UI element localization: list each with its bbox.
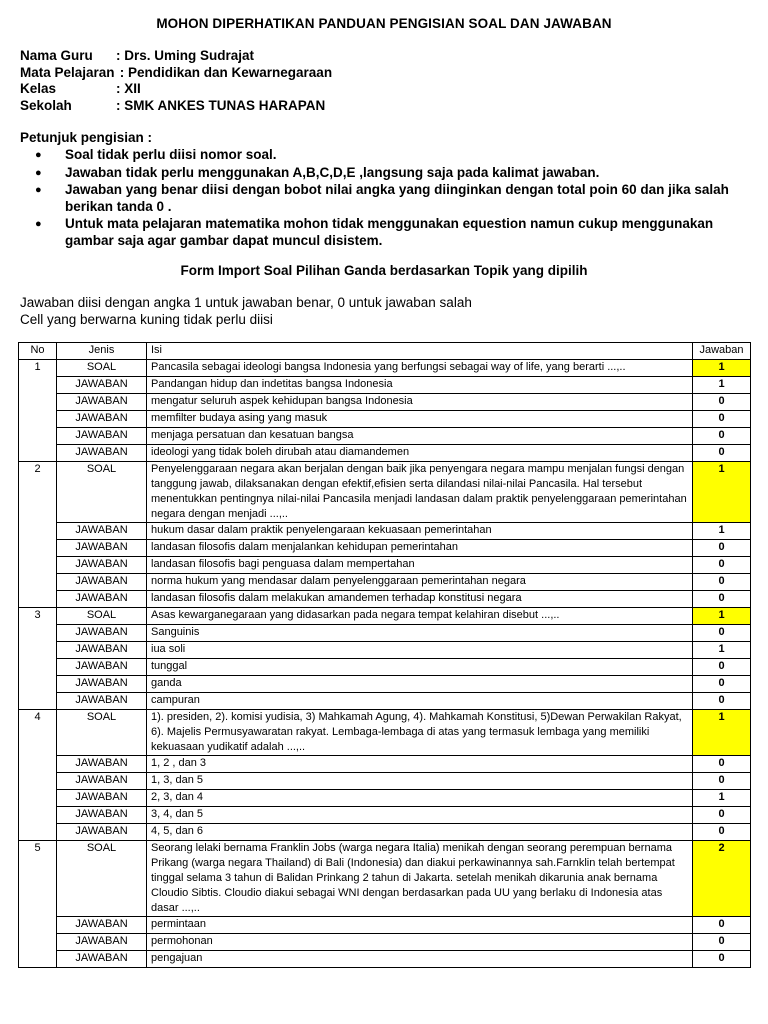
question-row bbox=[19, 710, 751, 756]
answer-score: 0 bbox=[693, 445, 751, 462]
answer-score: 2 bbox=[693, 841, 751, 917]
answer-score: 0 bbox=[693, 428, 751, 445]
answer-text: tunggal bbox=[147, 659, 693, 676]
question-text: 1). presiden, 2). komisi yudisia, 3) Mahkamah Agung, 4). Mahkamah Konstitusi, 5)Dewan Perwakilan Rakyat, 6). Majelis Permusyawaratan rakyat. Lembaga-lembaga di atas yang termasuk lembaga yang memiliki kekuasaan yudikatif adalah ...,.. bbox=[147, 710, 693, 756]
answer-score: 0 bbox=[693, 591, 751, 608]
bullet-icon: ● bbox=[35, 149, 42, 161]
question-text: Pancasila sebagai ideologi bangsa Indonesia yang berfungsi sebagai way of life, yang berarti ...,.. bbox=[147, 360, 693, 377]
answer-row bbox=[19, 807, 751, 824]
row-type: SOAL bbox=[57, 710, 147, 756]
row-type: JAWABAN bbox=[57, 676, 147, 693]
row-type: JAWABAN bbox=[57, 642, 147, 659]
answer-score: 0 bbox=[693, 917, 751, 934]
answer-score: 0 bbox=[693, 676, 751, 693]
answer-row bbox=[19, 523, 751, 540]
info-row-subject bbox=[20, 65, 332, 82]
instruction-text: Untuk mata pelajaran matematika mohon tidak menggunakan equestion namun cukup menggunakan gambar saja agar gambar dapat muncul disistem. bbox=[65, 216, 714, 248]
row-type: JAWABAN bbox=[57, 951, 147, 968]
row-type: JAWABAN bbox=[57, 591, 147, 608]
row-type: JAWABAN bbox=[57, 377, 147, 394]
answer-row bbox=[19, 693, 751, 710]
answer-row bbox=[19, 676, 751, 693]
header-no: No bbox=[19, 343, 57, 360]
bullet-icon: ● bbox=[35, 166, 42, 179]
question-table bbox=[18, 342, 751, 968]
answer-score: 1 bbox=[693, 377, 751, 394]
instruction-item bbox=[20, 182, 750, 215]
question-number: 3 bbox=[19, 608, 57, 710]
teacher-info bbox=[20, 48, 332, 114]
question-row bbox=[19, 841, 751, 917]
answer-text: 3, 4, dan 5 bbox=[147, 807, 693, 824]
answer-text: norma hukum yang mendasar dalam penyelenggaraan pemerintahan negara bbox=[147, 574, 693, 591]
info-row-class bbox=[20, 81, 332, 98]
info-label: Kelas bbox=[20, 81, 57, 96]
instruction-item bbox=[20, 216, 750, 249]
answer-row bbox=[19, 934, 751, 951]
answer-text: 1, 3, dan 5 bbox=[147, 773, 693, 790]
answer-row bbox=[19, 411, 751, 428]
bullet-icon: ● bbox=[35, 218, 42, 231]
instructions-title: Petunjuk pengisian : bbox=[20, 130, 153, 145]
row-type: JAWABAN bbox=[57, 428, 147, 445]
answer-row bbox=[19, 394, 751, 411]
row-type: JAWABAN bbox=[57, 659, 147, 676]
answer-text: landasan filosofis dalam menjalankan kehidupan pemerintahan bbox=[147, 540, 693, 557]
answer-score: 0 bbox=[693, 540, 751, 557]
notes bbox=[20, 294, 472, 328]
answer-text: pengajuan bbox=[147, 951, 693, 968]
note-line: Cell yang berwarna kuning tidak perlu diisi bbox=[20, 312, 273, 327]
answer-score: 0 bbox=[693, 557, 751, 574]
header-jawaban: Jawaban bbox=[693, 343, 751, 360]
question-text: Penyelenggaraan negara akan berjalan dengan baik jika penyengara negara mampu menjalan fungsi dengan tanggung jawab, dilaksanakan dengan efektif,efisien serta dilandasi nilai-nilai Pancasila. Hal tersebut menentukkan pentingnya nilai-nilai Pancasila menjadi landasan dalam praktik penyelenggaraan pemerintahan negara dengan menjadi ...,.. bbox=[147, 462, 693, 523]
answer-row bbox=[19, 445, 751, 462]
info-value: : Drs. Uming Sudrajat bbox=[116, 48, 255, 63]
answer-score: 1 bbox=[693, 790, 751, 807]
instructions-list bbox=[20, 147, 750, 251]
info-row-teacher bbox=[20, 48, 332, 65]
question-number: 1 bbox=[19, 360, 57, 462]
row-type: JAWABAN bbox=[57, 625, 147, 642]
answer-row bbox=[19, 625, 751, 642]
form-title: Form Import Soal Pilihan Ganda berdasarkan Topik yang dipilih bbox=[180, 263, 588, 278]
answer-text: iua soli bbox=[147, 642, 693, 659]
instruction-text: Soal tidak perlu diisi nomor soal. bbox=[65, 147, 277, 162]
answer-row bbox=[19, 377, 751, 394]
answer-score: 1 bbox=[693, 523, 751, 540]
row-type: JAWABAN bbox=[57, 394, 147, 411]
answer-text: Sanguinis bbox=[147, 625, 693, 642]
header-isi: Isi bbox=[147, 343, 693, 360]
answer-score: 0 bbox=[693, 773, 751, 790]
answer-score: 1 bbox=[693, 642, 751, 659]
answer-score: 0 bbox=[693, 411, 751, 428]
instruction-item bbox=[20, 165, 750, 182]
answer-score: 1 bbox=[693, 608, 751, 625]
answer-row bbox=[19, 591, 751, 608]
answer-score: 0 bbox=[693, 934, 751, 951]
question-row bbox=[19, 360, 751, 377]
row-type: SOAL bbox=[57, 360, 147, 377]
table-header-row bbox=[19, 343, 751, 360]
row-type: JAWABAN bbox=[57, 574, 147, 591]
answer-row bbox=[19, 824, 751, 841]
question-row bbox=[19, 608, 751, 625]
question-text: Asas kewarganegaraan yang didasarkan pada negara tempat kelahiran disebut ...,.. bbox=[147, 608, 693, 625]
info-label: Mata Pelajaran bbox=[20, 64, 115, 80]
instruction-text: Jawaban tidak perlu menggunakan A,B,C,D,E ,langsung saja pada kalimat jawaban. bbox=[65, 164, 600, 180]
answer-text: hukum dasar dalam praktik penyelengaraan kekuasaan pemerintahan bbox=[147, 523, 693, 540]
answer-text: mengatur seluruh aspek kehidupan bangsa Indonesia bbox=[147, 394, 693, 411]
answer-row bbox=[19, 642, 751, 659]
info-value: : XII bbox=[116, 81, 141, 96]
row-type: SOAL bbox=[57, 841, 147, 917]
row-type: SOAL bbox=[57, 462, 147, 523]
info-value: : Pendidikan dan Kewarnegaraan bbox=[116, 64, 333, 80]
header-jenis: Jenis bbox=[57, 343, 147, 360]
answer-text: 2, 3, dan 4 bbox=[147, 790, 693, 807]
answer-score: 1 bbox=[693, 360, 751, 377]
question-row bbox=[19, 462, 751, 523]
info-label: Nama Guru bbox=[20, 48, 93, 63]
answer-score: 0 bbox=[693, 693, 751, 710]
answer-text: permintaan bbox=[147, 917, 693, 934]
row-type: JAWABAN bbox=[57, 557, 147, 574]
instruction-item bbox=[20, 147, 750, 164]
row-type: JAWABAN bbox=[57, 693, 147, 710]
row-type: JAWABAN bbox=[57, 523, 147, 540]
answer-text: campuran bbox=[147, 693, 693, 710]
answer-row bbox=[19, 917, 751, 934]
answer-row bbox=[19, 790, 751, 807]
row-type: JAWABAN bbox=[57, 540, 147, 557]
question-number: 2 bbox=[19, 462, 57, 608]
info-value: : SMK ANKES TUNAS HARAPAN bbox=[116, 97, 326, 113]
answer-text: 1, 2 , dan 3 bbox=[147, 756, 693, 773]
answer-score: 0 bbox=[693, 574, 751, 591]
answer-score: 0 bbox=[693, 394, 751, 411]
answer-text: menjaga persatuan dan kesatuan bangsa bbox=[147, 428, 693, 445]
answer-text: landasan filosofis bagi penguasa dalam mempertahan bbox=[147, 557, 693, 574]
answer-score: 1 bbox=[693, 710, 751, 756]
table-body bbox=[19, 360, 751, 968]
row-type: JAWABAN bbox=[57, 773, 147, 790]
row-type: JAWABAN bbox=[57, 445, 147, 462]
answer-score: 1 bbox=[693, 462, 751, 523]
row-type: JAWABAN bbox=[57, 807, 147, 824]
note-line: Jawaban diisi dengan angka 1 untuk jawaban benar, 0 untuk jawaban salah bbox=[20, 295, 472, 310]
answer-score: 0 bbox=[693, 756, 751, 773]
question-number: 5 bbox=[19, 841, 57, 968]
question-number: 4 bbox=[19, 710, 57, 841]
answer-row bbox=[19, 659, 751, 676]
answer-text: permohonan bbox=[147, 934, 693, 951]
answer-row bbox=[19, 428, 751, 445]
answer-text: ideologi yang tidak boleh dirubah atau diamandemen bbox=[147, 445, 693, 462]
instruction-text: Jawaban yang benar diisi dengan bobot nilai angka yang diinginkan dengan total poin 60 dan jika salah berikan tanda 0 . bbox=[65, 182, 729, 214]
row-type: JAWABAN bbox=[57, 756, 147, 773]
question-text: Seorang lelaki bernama Franklin Jobs (warga negara Italia) menikah dengan seorang perempuan bernama Prikang (warga negara Thailand) di Bali (Indonesia) dan diakui perkawinannya sah.Farnklin telah bertempat tinggal selama 3 tahun di Balidan Prinkang 2 tahun di Jakarta. setelah menikah dikarunia anak bernama Cloudio Sibtis. Cloudio diakui sebagai WNI dengan berdasarkan pada UU yang berlaku di Indonesia atas dasar ...,.. bbox=[147, 841, 693, 917]
answer-text: memfilter budaya asing yang masuk bbox=[147, 411, 693, 428]
row-type: JAWABAN bbox=[57, 790, 147, 807]
answer-row bbox=[19, 557, 751, 574]
answer-row bbox=[19, 951, 751, 968]
row-type: JAWABAN bbox=[57, 411, 147, 428]
answer-score: 0 bbox=[693, 807, 751, 824]
answer-score: 0 bbox=[693, 625, 751, 642]
bullet-icon: ● bbox=[35, 184, 42, 197]
info-row-school bbox=[20, 98, 332, 115]
answer-text: Pandangan hidup dan indetitas bangsa Indonesia bbox=[147, 377, 693, 394]
answer-row bbox=[19, 540, 751, 557]
row-type: SOAL bbox=[57, 608, 147, 625]
row-type: JAWABAN bbox=[57, 917, 147, 934]
answer-text: 4, 5, dan 6 bbox=[147, 824, 693, 841]
answer-row bbox=[19, 773, 751, 790]
answer-text: ganda bbox=[147, 676, 693, 693]
answer-row bbox=[19, 574, 751, 591]
answer-row bbox=[19, 756, 751, 773]
page-title: MOHON DIPERHATIKAN PANDUAN PENGISIAN SOAL DAN JAWABAN bbox=[156, 16, 612, 31]
info-label: Sekolah bbox=[20, 97, 72, 113]
row-type: JAWABAN bbox=[57, 824, 147, 841]
answer-text: landasan filosofis dalam melakukan amandemen terhadap konstitusi negara bbox=[147, 591, 693, 608]
answer-score: 0 bbox=[693, 951, 751, 968]
row-type: JAWABAN bbox=[57, 934, 147, 951]
answer-score: 0 bbox=[693, 659, 751, 676]
answer-score: 0 bbox=[693, 824, 751, 841]
